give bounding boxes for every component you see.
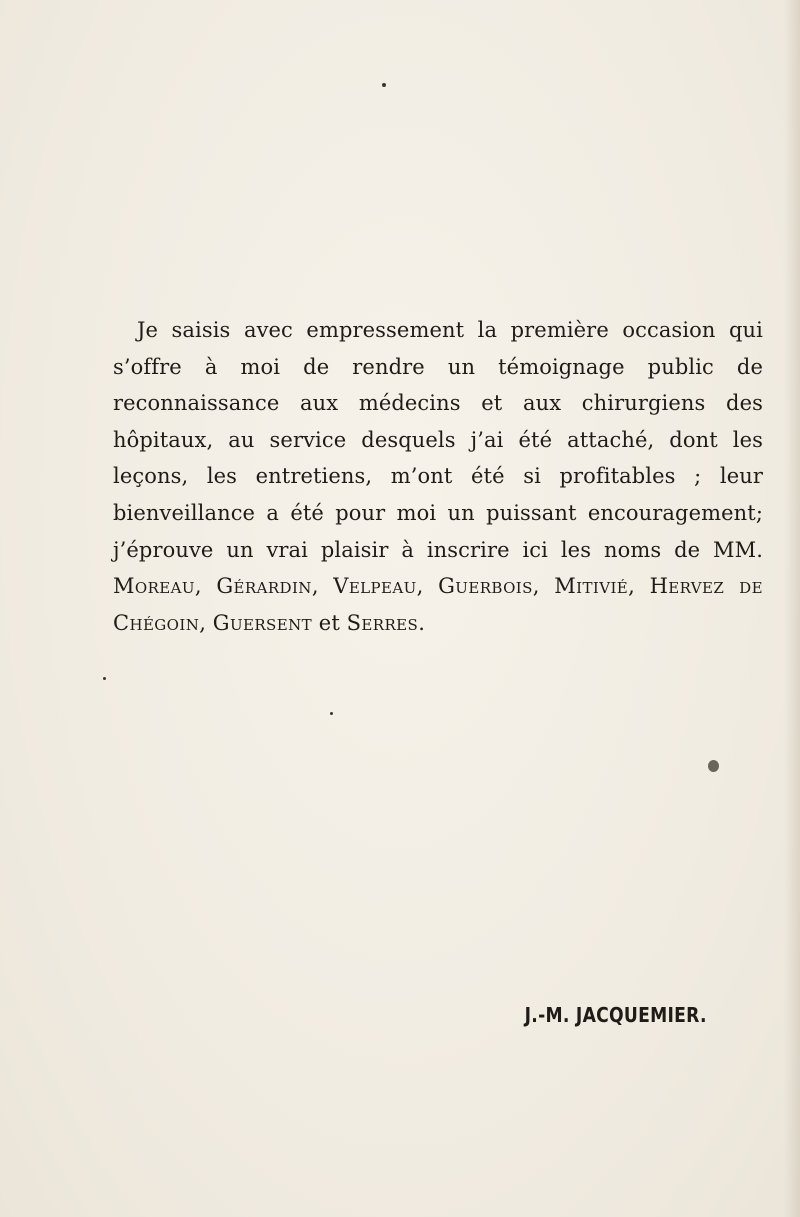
physician-name: Guersent [212, 610, 313, 635]
ink-speck [382, 83, 386, 87]
name-separator: et [312, 610, 347, 635]
physician-name: Hervez de Chégoin [113, 574, 763, 635]
dedication-opening: Je saisis avec empressement la première occasion qui s’offre à moi de rendre un témoignage public de reconnaissance aux médecins et aux chirurgiens des hôpitaux, au service desquels j’ai été attaché, dont les leçons, les entretiens, m’ont été si profitables ; leur bienveillance a été pour moi un puissant encouragement; j’éprouve un vrai plaisir à inscrire ici les noms de MM. [113, 318, 763, 562]
physician-name: Gérardin [216, 574, 312, 599]
dedication-paragraph [113, 312, 763, 641]
name-separator: , [311, 574, 334, 599]
name-separator: , [532, 574, 555, 599]
physician-name: Serres [346, 610, 419, 635]
physician-name: Velpeau [333, 574, 417, 599]
name-separator: , [194, 574, 217, 599]
signature: J.-M. JACQUEMIER. [524, 1003, 707, 1027]
page-edge-shadow [784, 0, 800, 1217]
name-separator: , [416, 574, 439, 599]
name-separator: , [199, 610, 213, 635]
dedication-text [113, 312, 763, 641]
name-separator: , [628, 574, 650, 599]
physician-name: Moreau [113, 574, 195, 599]
physician-name: Mitivié [554, 574, 629, 599]
physician-name: Guerbois [438, 574, 533, 599]
ink-speck [708, 760, 719, 772]
name-separator: . [418, 610, 425, 635]
ink-speck [103, 677, 106, 680]
ink-speck [330, 712, 333, 715]
